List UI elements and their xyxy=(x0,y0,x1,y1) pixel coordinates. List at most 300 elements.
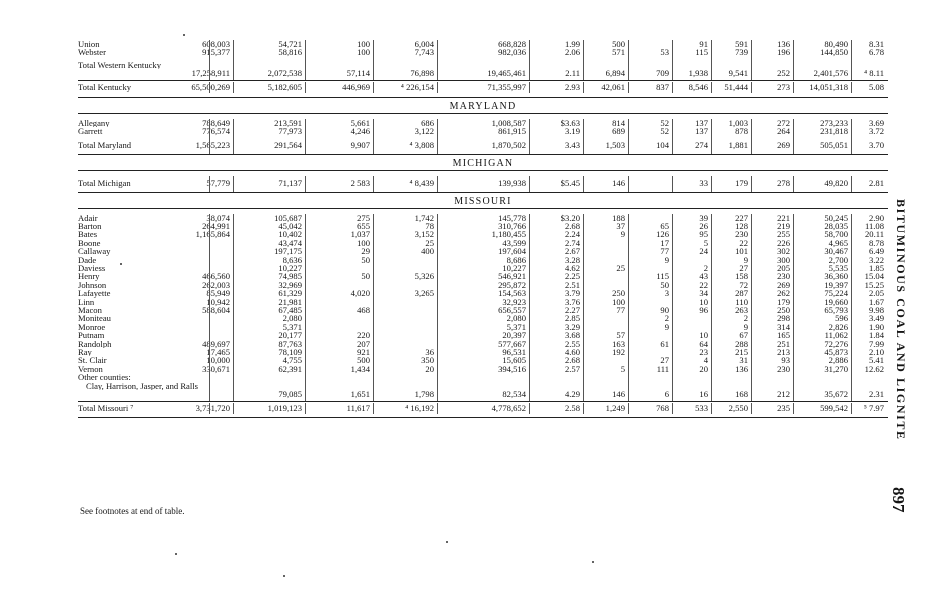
table-row xyxy=(78,314,888,322)
cell-recoverable: 330,671 xyxy=(202,363,230,374)
cell-tons_per_day: 8.78 xyxy=(868,237,884,248)
cell-strip_men: 9 xyxy=(664,254,669,265)
row-label: Total Western Kentucky xyxy=(78,60,162,70)
cell-days: 165 xyxy=(777,330,790,341)
column-rule xyxy=(793,403,794,414)
cell-strip_men: 53 xyxy=(660,47,669,58)
cell-total_men: 591 xyxy=(735,39,748,49)
column-rule xyxy=(529,214,530,401)
row-label: Dade xyxy=(78,255,97,264)
cell-auger: 400 xyxy=(421,246,434,257)
cell-surface: 22 xyxy=(699,279,708,290)
column-rule xyxy=(751,119,752,154)
cell-auger: ⁴ 16,192 xyxy=(405,402,434,413)
cell-surface: 34 xyxy=(699,288,708,299)
row-label: Johnson xyxy=(78,280,107,290)
cell-total: 154,563 xyxy=(498,288,526,299)
cell-underground: 4,755 xyxy=(282,355,302,366)
cell-underground: 43,474 xyxy=(278,237,302,248)
cell-man_days: 505,051 xyxy=(820,139,848,150)
column-rule xyxy=(305,176,306,192)
table-row-other-counties xyxy=(78,382,888,399)
cell-total: 394,516 xyxy=(498,363,526,374)
cell-value: 4.29 xyxy=(564,388,580,399)
row-label: Moniteau xyxy=(78,314,111,323)
cell-miners: 814 xyxy=(612,117,625,128)
total-row-western-kentucky xyxy=(78,61,888,78)
table-row xyxy=(78,48,888,56)
cell-tons_per_day: 15.25 xyxy=(864,279,884,290)
cell-strip_men: 77 xyxy=(660,246,669,257)
cell-surface: 137 xyxy=(695,126,708,137)
cell-strip: 446,969 xyxy=(342,81,370,92)
cell-tons_per_day: 2.10 xyxy=(868,347,884,357)
cell-strip_men: 104 xyxy=(656,139,669,150)
cell-man_days: 45,873 xyxy=(824,347,848,357)
cell-total: 145,778 xyxy=(498,212,526,223)
cell-man_days: 14,051,318 xyxy=(809,81,848,92)
cell-recoverable: 489,697 xyxy=(202,338,230,349)
column-rule xyxy=(373,176,374,192)
cell-value: 3.19 xyxy=(564,126,580,137)
cell-total_men: 227 xyxy=(735,212,748,223)
column-rule xyxy=(209,176,210,192)
cell-total: 197,604 xyxy=(498,246,526,257)
table-row xyxy=(78,289,888,297)
cell-days: 219 xyxy=(777,221,790,231)
cell-underground: 21,981 xyxy=(278,296,302,307)
cell-underground: 291,564 xyxy=(274,139,302,150)
table-row xyxy=(78,272,888,280)
cell-man_days: 2,886 xyxy=(828,355,848,366)
cell-value: 2.85 xyxy=(564,313,580,324)
column-rule xyxy=(851,176,852,192)
column-rule xyxy=(437,403,438,414)
cell-recoverable: 264,991 xyxy=(202,221,230,231)
cell-auger: 7,743 xyxy=(414,47,434,58)
cell-total: 1,008,587 xyxy=(491,117,526,128)
row-label: Total Maryland xyxy=(78,139,132,150)
column-rule xyxy=(209,40,210,80)
cell-total: 577,667 xyxy=(498,338,526,349)
cell-strip_men: 709 xyxy=(656,68,669,79)
cell-man_days: 50,245 xyxy=(824,212,848,223)
row-label: Bates xyxy=(78,230,98,239)
section-title: MARYLAND xyxy=(449,100,517,112)
column-rule xyxy=(529,40,530,80)
cell-total_men: 9,541 xyxy=(728,68,748,79)
cell-man_days: 58,700 xyxy=(824,229,848,240)
column-rule xyxy=(628,82,629,93)
cell-man_days: 72,276 xyxy=(824,338,848,349)
cell-recoverable: 915,377 xyxy=(202,47,230,58)
cell-miners: 689 xyxy=(612,126,625,137)
column-rule xyxy=(851,214,852,401)
cell-tons_per_day: 3.69 xyxy=(868,117,884,128)
scan-speck xyxy=(283,575,285,577)
column-rule xyxy=(373,403,374,414)
cell-days: 272 xyxy=(777,117,790,128)
cell-strip_men: 115 xyxy=(656,271,669,282)
column-rule xyxy=(711,214,712,401)
cell-surface: 2 xyxy=(703,263,708,273)
table-row xyxy=(78,348,888,356)
cell-man_days: 2,700 xyxy=(828,254,848,265)
cell-days: 230 xyxy=(777,363,790,374)
cell-total: 310,766 xyxy=(498,221,526,231)
row-label: Vernon xyxy=(78,364,103,374)
cell-tons_per_day: ⁵ 7.97 xyxy=(863,402,884,413)
cell-total: 43,599 xyxy=(502,237,526,248)
column-rule xyxy=(233,176,234,192)
cell-tons_per_day: 2.81 xyxy=(868,177,884,188)
cell-strip_men: 52 xyxy=(660,117,669,128)
column-rule xyxy=(672,82,673,93)
column-rule xyxy=(672,176,673,192)
cell-auger: 3,152 xyxy=(414,229,434,240)
column-rule xyxy=(437,214,438,401)
cell-tons_per_day: 9.98 xyxy=(868,305,884,315)
cell-days: 205 xyxy=(777,263,790,273)
cell-auger: 350 xyxy=(421,355,434,366)
cell-underground: 105,687 xyxy=(274,212,302,223)
scan-speck xyxy=(592,561,594,563)
cell-underground: 54,721 xyxy=(278,39,302,49)
cell-total_men: 2,550 xyxy=(728,402,748,413)
total-row-michigan xyxy=(78,178,888,189)
cell-surface: 5 xyxy=(703,237,708,248)
cell-strip_men: 768 xyxy=(656,402,669,413)
column-rule xyxy=(209,119,210,154)
cell-strip: 500 xyxy=(357,355,370,366)
table-row xyxy=(78,247,888,255)
cell-underground: 77,973 xyxy=(278,126,302,137)
scan-speck xyxy=(120,263,122,265)
column-rule xyxy=(751,82,752,93)
cell-underground: 62,391 xyxy=(278,363,302,374)
table-row xyxy=(78,323,888,331)
column-rule xyxy=(529,403,530,414)
cell-underground: 45,042 xyxy=(278,221,302,231)
cell-man_days: 31,270 xyxy=(824,363,848,374)
row-label: Callaway xyxy=(78,247,111,256)
cell-days: 226 xyxy=(777,237,790,248)
section-title: MISSOURI xyxy=(454,195,512,207)
cell-value: 4.60 xyxy=(564,347,580,357)
cell-man_days: 5,535 xyxy=(828,263,848,273)
column-rule xyxy=(851,40,852,80)
cell-miners: 5 xyxy=(620,363,625,374)
cell-auger: 1,798 xyxy=(414,388,434,399)
cell-strip_men: 126 xyxy=(656,229,669,240)
cell-total: 71,355,997 xyxy=(487,81,526,92)
column-rule xyxy=(583,119,584,154)
column-rule xyxy=(305,214,306,401)
row-label: Total Michigan xyxy=(78,177,131,188)
total-row-kentucky xyxy=(78,82,888,93)
cell-surface: 1,938 xyxy=(688,68,708,79)
cell-man_days: 65,793 xyxy=(824,305,848,315)
cell-tons_per_day: 6.49 xyxy=(868,246,884,257)
cell-tons_per_day: 2.05 xyxy=(868,288,884,299)
total-rule xyxy=(78,80,888,81)
table-row xyxy=(78,365,888,373)
cell-total_men: 136 xyxy=(735,363,748,374)
cell-value: 2.74 xyxy=(564,237,580,248)
cell-auger: 78 xyxy=(425,221,434,231)
row-label: Linn xyxy=(78,297,95,306)
cell-auger: ⁴ 3,808 xyxy=(409,139,434,150)
cell-man_days: 75,224 xyxy=(824,288,848,299)
cell-strip_men: 2 xyxy=(664,313,669,324)
total-rule xyxy=(78,401,888,402)
cell-tons_per_day: 7.99 xyxy=(868,338,884,349)
cell-days: 136 xyxy=(777,39,790,49)
cell-surface: 10 xyxy=(699,296,708,307)
cell-total_men: 1,003 xyxy=(728,117,748,128)
cell-total: 139,938 xyxy=(498,177,526,188)
cell-total: 10,227 xyxy=(502,263,526,273)
cell-total: 1,870,502 xyxy=(491,139,526,150)
column-rule xyxy=(209,82,210,93)
cell-underground: 87,763 xyxy=(278,338,302,349)
cell-total_men: 67 xyxy=(739,330,748,341)
cell-days: 255 xyxy=(777,229,790,240)
cell-tons_per_day: 1.90 xyxy=(868,321,884,332)
cell-strip: 207 xyxy=(357,338,370,349)
cell-recoverable: 776,574 xyxy=(202,126,230,137)
row-label: Monroe xyxy=(78,322,106,332)
cell-days: 93 xyxy=(781,355,790,366)
cell-man_days: 4,965 xyxy=(828,237,848,248)
cell-surface: 115 xyxy=(695,47,708,58)
column-rule xyxy=(373,40,374,80)
cell-value: 1.99 xyxy=(564,39,580,49)
cell-underground: 2,080 xyxy=(282,313,302,324)
column-rule xyxy=(437,82,438,93)
table-row xyxy=(78,356,888,364)
column-rule xyxy=(711,82,712,93)
cell-miners: 1,503 xyxy=(605,139,625,150)
cell-recoverable: 17,465 xyxy=(206,347,230,357)
cell-tons_per_day: 1.84 xyxy=(868,330,884,341)
cell-miners: 57 xyxy=(616,330,625,341)
column-rule xyxy=(628,214,629,401)
column-rule xyxy=(793,176,794,192)
cell-underground: 58,816 xyxy=(278,47,302,58)
cell-miners: 571 xyxy=(612,47,625,58)
row-label: Total Kentucky xyxy=(78,81,132,92)
cell-miners: 9 xyxy=(620,229,625,240)
column-rule xyxy=(711,119,712,154)
cell-surface: 137 xyxy=(695,117,708,128)
cell-strip_men: 50 xyxy=(660,279,669,290)
cell-auger: 36 xyxy=(425,347,434,357)
section-rule xyxy=(78,208,888,209)
cell-days: 213 xyxy=(777,347,790,357)
cell-man_days: 11,062 xyxy=(824,330,848,341)
cell-strip_men: 17 xyxy=(660,237,669,248)
cell-total: 1,180,455 xyxy=(491,229,526,240)
cell-total_men: 72 xyxy=(739,279,748,290)
cell-surface: 16 xyxy=(699,388,708,399)
column-rule xyxy=(672,214,673,401)
cell-days: 179 xyxy=(777,296,790,307)
column-rule xyxy=(437,119,438,154)
cell-strip: 220 xyxy=(357,330,370,341)
cell-underground: 71,137 xyxy=(278,177,302,188)
row-label: Daviess xyxy=(78,264,106,273)
column-rule xyxy=(851,403,852,414)
row-label: Randolph xyxy=(78,339,112,348)
section-rule xyxy=(78,154,888,155)
table-row xyxy=(78,230,888,238)
cell-strip: 100 xyxy=(357,47,370,58)
cell-total_men: 1,881 xyxy=(728,139,748,150)
cell-auger: 6,004 xyxy=(414,39,434,49)
scan-speck xyxy=(175,553,177,555)
cell-miners: 77 xyxy=(616,305,625,315)
cell-strip: 9,907 xyxy=(350,139,370,150)
column-rule xyxy=(583,82,584,93)
cell-strip_men: 3 xyxy=(664,288,669,299)
cell-days: 269 xyxy=(777,279,790,290)
cell-strip: 50 xyxy=(361,254,370,265)
cell-auger: 3,265 xyxy=(414,288,434,299)
cell-recoverable: 3,731,720 xyxy=(195,402,230,413)
cell-miners: 1,249 xyxy=(605,402,625,413)
cell-tons_per_day: 1.85 xyxy=(868,263,884,273)
table-row xyxy=(78,281,888,289)
cell-auger: 686 xyxy=(421,117,434,128)
cell-surface: 91 xyxy=(699,39,708,49)
cell-tons_per_day: 3.49 xyxy=(868,313,884,324)
cell-miners: 6,894 xyxy=(605,68,625,79)
column-rule xyxy=(793,40,794,80)
column-rule xyxy=(209,403,210,414)
cell-man_days: 30,467 xyxy=(824,246,848,257)
cell-man_days: 599,542 xyxy=(820,402,848,413)
column-rule xyxy=(305,403,306,414)
column-rule xyxy=(305,40,306,80)
cell-strip_men: 90 xyxy=(660,305,669,315)
column-rule xyxy=(373,82,374,93)
cell-underground: 213,591 xyxy=(274,117,302,128)
column-rule xyxy=(672,119,673,154)
column-rule xyxy=(793,119,794,154)
cell-days: 235 xyxy=(777,402,790,413)
cell-underground: 67,485 xyxy=(278,305,302,315)
cell-strip: 1,037 xyxy=(350,229,370,240)
column-rule xyxy=(583,40,584,80)
cell-recoverable: 1,565,223 xyxy=(195,139,230,150)
row-label: Putnam xyxy=(78,331,105,340)
column-rule xyxy=(437,40,438,80)
cell-value: 2.11 xyxy=(565,68,580,79)
cell-man_days: 28,035 xyxy=(824,221,848,231)
cell-value: 2.68 xyxy=(564,355,580,366)
column-rule xyxy=(751,176,752,192)
cell-total: 861,915 xyxy=(498,126,526,137)
cell-strip_men: 65 xyxy=(660,221,669,231)
cell-surface: 8,546 xyxy=(688,81,708,92)
cell-strip: 5,661 xyxy=(350,117,370,128)
column-rule xyxy=(793,214,794,401)
cell-tons_per_day: 11.08 xyxy=(864,221,884,231)
cell-tons_per_day: 5.41 xyxy=(868,355,884,366)
cell-strip_men: 61 xyxy=(660,338,669,349)
cell-value: 2.24 xyxy=(564,229,580,240)
cell-total_men: 288 xyxy=(735,338,748,349)
cell-tons_per_day: 3.22 xyxy=(868,254,884,265)
row-label: Barton xyxy=(78,222,102,231)
row-label: Adair xyxy=(78,213,98,222)
cell-miners: 100 xyxy=(612,296,625,307)
cell-miners: 146 xyxy=(612,177,625,188)
column-rule xyxy=(529,82,530,93)
column-rule xyxy=(305,82,306,93)
cell-strip: 1,651 xyxy=(350,388,370,399)
cell-miners: 146 xyxy=(612,388,625,399)
column-rule xyxy=(628,176,629,192)
cell-strip: 100 xyxy=(357,39,370,49)
column-rule xyxy=(233,40,234,80)
cell-total_men: 51,444 xyxy=(724,81,748,92)
cell-total: 656,557 xyxy=(498,305,526,315)
cell-total_men: 179 xyxy=(735,177,748,188)
column-rule xyxy=(209,214,210,401)
cell-total: 15,605 xyxy=(502,355,526,366)
cell-underground: 32,969 xyxy=(278,279,302,290)
section-title: MICHIGAN xyxy=(452,157,514,169)
table-row xyxy=(78,331,888,339)
cell-underground: 10,227 xyxy=(278,263,302,273)
column-rule xyxy=(305,119,306,154)
cell-surface: 95 xyxy=(699,229,708,240)
cell-man_days: 36,360 xyxy=(824,271,848,282)
other-counties-label: Other counties: xyxy=(78,372,131,383)
cell-miners: 500 xyxy=(612,39,625,49)
cell-auger: ⁴ 226,154 xyxy=(400,81,434,92)
row-label: Macon xyxy=(78,306,102,315)
column-rule xyxy=(233,82,234,93)
cell-tons_per_day: 20.11 xyxy=(864,229,884,240)
cell-tons_per_day: 1.67 xyxy=(868,296,884,307)
cell-value: 2.93 xyxy=(564,81,580,92)
cell-miners: 250 xyxy=(612,288,625,299)
column-rule xyxy=(583,403,584,414)
cell-days: 252 xyxy=(777,68,790,79)
cell-value: 3.43 xyxy=(564,139,580,150)
row-label: Boone xyxy=(78,238,101,248)
cell-value: 2.51 xyxy=(564,279,580,290)
cell-underground: 8,636 xyxy=(282,254,302,265)
cell-tons_per_day: 6.78 xyxy=(868,47,884,58)
cell-auger: ⁴ 8,439 xyxy=(409,177,434,188)
cell-days: 300 xyxy=(777,254,790,265)
column-rule xyxy=(529,119,530,154)
cell-underground: 74,985 xyxy=(278,271,302,282)
cell-days: 251 xyxy=(777,338,790,349)
table-row xyxy=(78,264,888,272)
cell-strip: 50 xyxy=(361,271,370,282)
cell-recoverable: 38,074 xyxy=(206,212,230,223)
cell-value: 2.57 xyxy=(564,363,580,374)
cell-miners: 25 xyxy=(616,263,625,273)
cell-total: 668,828 xyxy=(498,39,526,49)
cell-tons_per_day: 2.90 xyxy=(868,212,884,223)
total-row-missouri xyxy=(78,403,888,414)
